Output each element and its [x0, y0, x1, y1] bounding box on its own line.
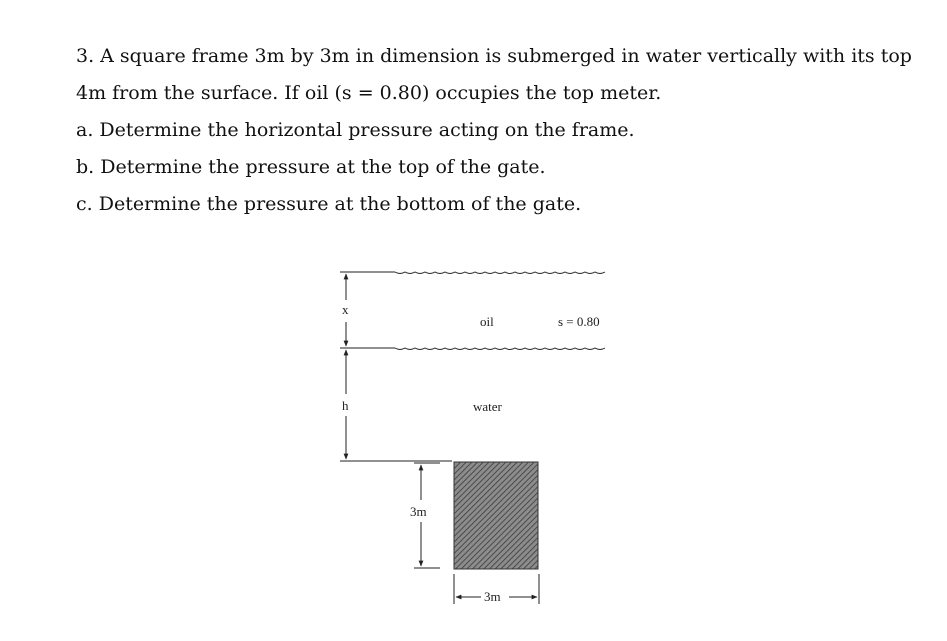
- free-surface-wave: [395, 272, 605, 274]
- h-label: h: [342, 398, 349, 413]
- gate-height-dimension: [410, 463, 440, 568]
- problem-part-a: a. Determine the horizontal pressure acting on the frame.: [76, 119, 635, 141]
- problem-line-2: 4m from the surface. If oil (s = 0.80) occupies the top meter.: [76, 82, 662, 104]
- gate-height-label: 3m: [410, 504, 427, 519]
- gate-width-label: 3m: [484, 589, 501, 604]
- x-dimension: [342, 274, 349, 346]
- problem-line-1: 3. A square frame 3m by 3m in dimension is submerged in water vertically with its top: [76, 45, 912, 67]
- free-surface: [340, 272, 605, 274]
- problem-part-c: c. Determine the pressure at the bottom of the gate.: [76, 193, 582, 215]
- oil-water-interface: [340, 348, 605, 350]
- gate-width-dimension: [454, 574, 539, 604]
- gate-frame: [454, 462, 538, 569]
- water-label: water: [473, 399, 502, 414]
- h-dimension: [342, 350, 349, 459]
- interface-wave: [395, 348, 605, 350]
- problem-part-b: b. Determine the pressure at the top of the gate.: [76, 156, 546, 178]
- oil-label: oil: [480, 314, 494, 329]
- specific-gravity-label: s = 0.80: [558, 314, 600, 329]
- x-label: x: [342, 302, 349, 317]
